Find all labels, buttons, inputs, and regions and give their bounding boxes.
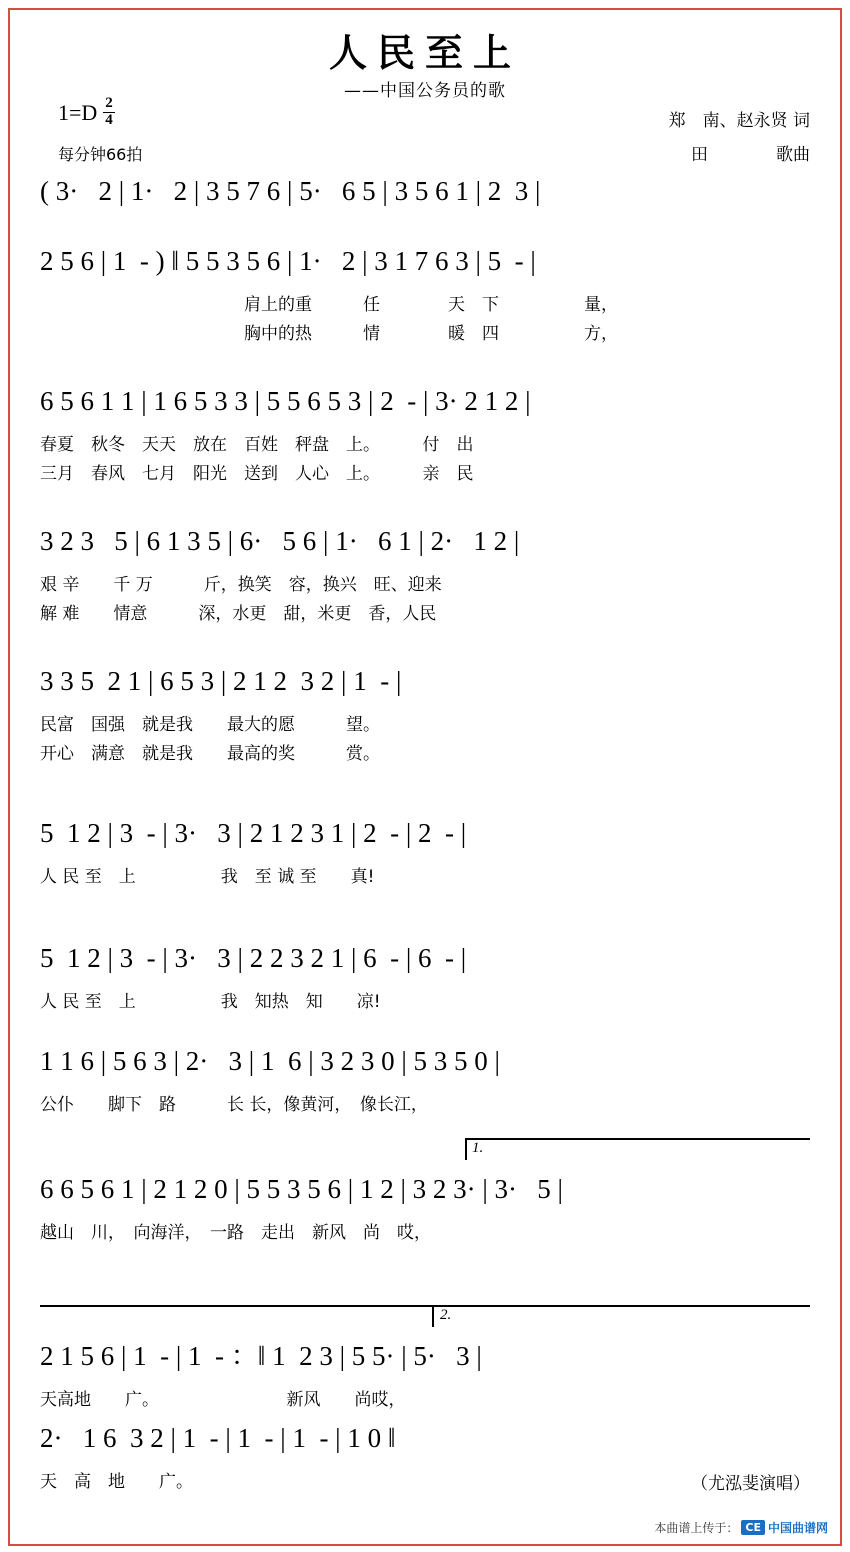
music-system-7: [40, 945, 810, 1011]
notation-line: 5 1 2 | 3 - | 3· 3 | 2 1 2 3 1 | 2 - | 2 - |: [40, 818, 467, 848]
notation-line: 6 6 5 6 1 | 2 1 2 0 | 5 5 3 5 6 | 1 2 | 3 2 3· | 3· 5 |: [40, 1174, 563, 1204]
source-prefix: 本曲谱上传于：: [654, 1521, 739, 1535]
music-system-8: [40, 1048, 810, 1114]
lyric-verse-1: 春夏 秋冬 天天 放在 百姓 秤盘 上。 付 出: [40, 435, 474, 455]
notation-line: 2 5 6 | 1 - ) ‖ 5 5 3 5 6 | 1· 2 | 3 1 7 6 3 | 5 - |: [40, 246, 536, 276]
source-logo-icon: CE: [741, 1520, 765, 1535]
notation-line: 3 3 5 2 1 | 6 5 3 | 2 1 2 3 2 | 1 - |: [40, 666, 402, 696]
source-watermark: [654, 1519, 828, 1536]
lyric-verse-1: 民富 国强 就是我 最大的愿 望。: [40, 715, 380, 735]
lyric-verse-1: 人 民 至 上 我 知热 知 凉!: [40, 992, 381, 1012]
music-system-3: [40, 388, 810, 483]
tempo-marking: 每分钟66拍: [58, 145, 143, 164]
lyric-verse-2: 解 难 情意 深，水更 甜，米更 香，人民: [40, 604, 437, 624]
music-system-6: [40, 820, 810, 886]
composer-credit: 田 歌曲: [691, 145, 810, 165]
time-signature-numerator: 2: [105, 95, 113, 111]
music-system-10: [40, 1295, 810, 1409]
lyric-verse-1: 艰 辛 千 万 斤，换笑 容，换兴 旺、迎来: [40, 575, 442, 595]
page-border-bottom: [8, 1544, 842, 1546]
notation-line: 1 1 6 | 5 6 3 | 2· 3 | 1 6 | 3 2 3 0 | 5 3 5 0 |: [40, 1046, 500, 1076]
notation-line: 5 1 2 | 3 - | 3· 3 | 2 2 3 2 1 | 6 - | 6 - |: [40, 943, 467, 973]
music-system-4: [40, 528, 810, 623]
page-border-left: [8, 8, 10, 1544]
lyric-verse-1: 天高地 广。 新风 尚哎，: [40, 1390, 406, 1410]
lyric-verse-1: 肩上的重 任 天 下 量，: [40, 295, 618, 315]
lyric-verse-1: 人 民 至 上 我 至 诚 至 真!: [40, 867, 375, 887]
song-title: 人民至上: [328, 31, 521, 75]
lyric-verse-2: 三月 春风 七月 阳光 送到 人心 上。 亲 民: [40, 464, 474, 484]
performer-credit: （尤泓斐演唱）: [691, 1474, 810, 1494]
time-signature: [103, 96, 115, 129]
notation-line: ( 3· 2 | 1· 2 | 3 5 7 6 | 5· 6 5 | 3 5 6 1 | 2 3 |: [40, 176, 541, 206]
page-border-top: [8, 8, 842, 10]
music-system-9: [40, 1128, 810, 1242]
time-signature-denominator: 4: [105, 111, 113, 128]
key-signature: [58, 96, 115, 129]
lyricist-credit: 郑 南、赵永贤 词: [668, 111, 810, 131]
key-signature-text: 1=D: [58, 99, 98, 125]
lyric-verse-2: 胸中的热 情 暖 四 方，: [40, 324, 618, 344]
lyric-verse-1: 越山 川， 向海洋， 一路 走出 新风 尚 哎，: [40, 1223, 431, 1243]
source-site-name[interactable]: 中国曲谱网: [767, 1521, 828, 1535]
song-subtitle: ——中国公务员的歌: [344, 81, 506, 101]
lyric-verse-1: 天 高 地 广。: [40, 1472, 193, 1492]
notation-line: 2 1 5 6 | 1 - | 1 - ：‖ 1 2 3 | 5 5· | 5· 3 |: [40, 1341, 482, 1371]
lyric-verse-1: 公仆 脚下 路 长 长，像黄河， 像长江，: [40, 1095, 428, 1115]
music-system-2: [40, 248, 810, 343]
notation-line: 6 5 6 1 1 | 1 6 5 3 3 | 5 5 6 5 3 | 2 - | 3· 2 1 2 |: [40, 386, 531, 416]
page-border-right: [840, 8, 842, 1544]
notation-line: 2· 1 6 3 2 | 1 - | 1 - | 1 - | 1 0 ‖: [40, 1423, 396, 1453]
ending-label-1: 1.: [472, 1140, 484, 1156]
second-ending-bracket: [40, 1295, 810, 1323]
music-system-1: [40, 178, 810, 205]
notation-line: 3 2 3 5 | 6 1 3 5 | 6· 5 6 | 1· 6 1 | 2· 1 2 |: [40, 526, 520, 556]
first-ending-bracket: [40, 1128, 810, 1156]
lyric-verse-2: 开心 满意 就是我 最高的奖 赏。: [40, 744, 380, 764]
ending-label-2: 2.: [440, 1307, 452, 1323]
music-system-5: [40, 668, 810, 763]
